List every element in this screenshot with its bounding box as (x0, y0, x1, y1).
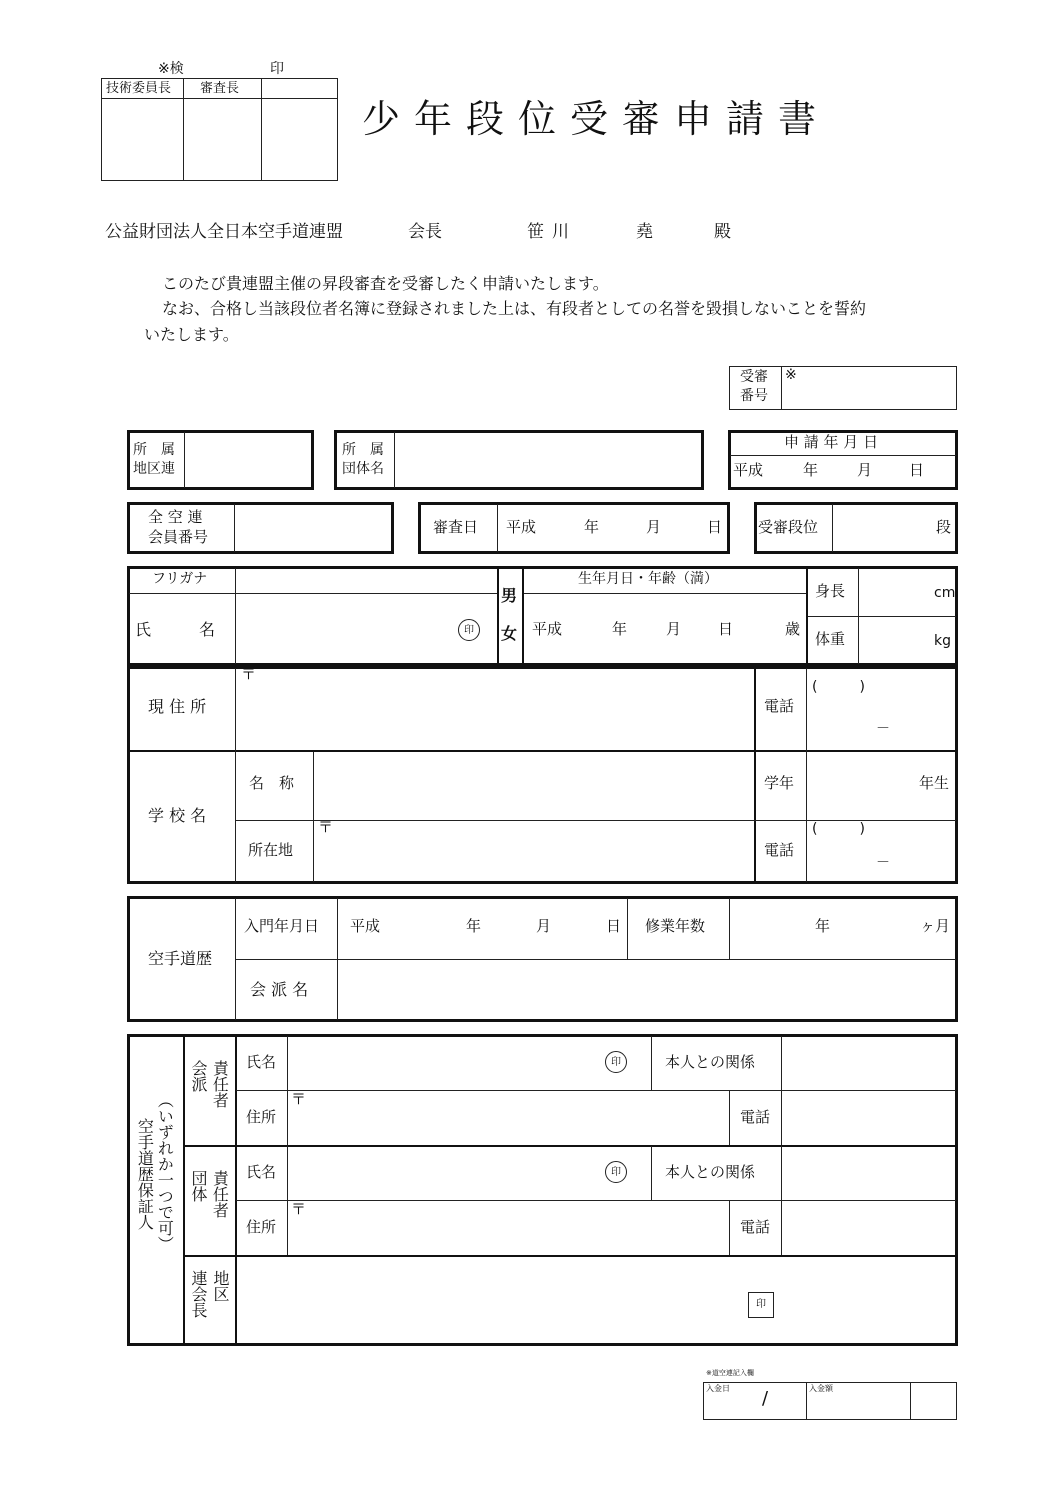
school-location-field[interactable] (336, 824, 748, 880)
stamp-col-tech-chair: 技術委員長 (106, 81, 172, 96)
dantai-name-label: 氏名 (246, 1163, 277, 1181)
karate-history-label: 空手道歴 (148, 949, 213, 968)
region-label2: 地区連 (133, 461, 175, 477)
dob-day: 日 (718, 620, 734, 638)
rank-unit: 段 (936, 518, 952, 536)
application-date-era: 平成 (733, 461, 764, 479)
address-postal: 〒 (241, 665, 257, 683)
name-seal-icon: 印 (458, 619, 480, 641)
address-phone-field[interactable] (810, 672, 954, 746)
karate-entry-label: 入門年月日 (244, 917, 320, 935)
kaiha-name-field[interactable] (292, 1040, 592, 1086)
kaiha-address-field[interactable] (310, 1094, 724, 1141)
karate-years-field[interactable] (733, 902, 953, 955)
school-name-field[interactable] (318, 756, 748, 816)
application-date-year: 年 (803, 461, 819, 479)
exam-date-era: 平成 (506, 518, 537, 536)
karate-years-label: 修業年数 (645, 917, 706, 935)
kaiha-seal-icon: 印 (605, 1051, 627, 1073)
kaiha-phone-field[interactable] (785, 1094, 953, 1141)
weight-field[interactable] (862, 620, 930, 660)
dantai-responsible-label: 責任者 (210, 1170, 230, 1218)
kaiha-responsible-label: 責任者 (210, 1060, 230, 1108)
application-date-day: 日 (909, 461, 925, 479)
addressee-name2: 堯 (636, 222, 653, 242)
dob-month: 月 (666, 620, 682, 638)
school-grade-field[interactable] (810, 756, 910, 816)
address-phone-paren: ( ) (812, 679, 865, 695)
school-label: 学 校 名 (148, 806, 207, 825)
exam-number-field[interactable] (800, 370, 952, 406)
weight-label: 体重 (815, 630, 846, 648)
page-title: 少年段位受審申請書 (362, 97, 831, 141)
payment-amount-label: 入金額 (809, 1384, 833, 1393)
kaiha-label: 会派 (189, 1060, 208, 1092)
member-number-field[interactable] (238, 506, 390, 550)
intro-line3: いたします。 (144, 325, 239, 344)
region-label1: 所 属 (133, 442, 175, 458)
dob-header: 生年月日・年齢（満） (578, 571, 718, 587)
exam-date-year: 年 (584, 518, 600, 536)
exam-date-day: 日 (707, 518, 723, 536)
dob-age: 歳 (785, 620, 801, 638)
kaiha-relation-label: 本人との関係 (665, 1053, 756, 1071)
furigana-field[interactable] (239, 570, 493, 591)
address-phone-label: 電話 (764, 697, 795, 715)
furigana-label: フリガナ (152, 571, 208, 587)
dantai-address-field[interactable] (310, 1204, 724, 1251)
dantai-phone-field[interactable] (785, 1204, 953, 1251)
application-date-month: 月 (857, 461, 873, 479)
addressee-role: 会長 (408, 222, 442, 242)
addressee-org: 公益財団法人全日本空手道連盟 (105, 222, 343, 242)
school-name-label: 名 称 (249, 774, 295, 792)
exam-number-label2: 番号 (740, 388, 768, 404)
dantai-phone-label: 電話 (740, 1218, 771, 1236)
member-number-label2: 会員番号 (148, 528, 209, 546)
dantai-label: 団体 (189, 1170, 208, 1202)
dob-era: 平成 (532, 620, 563, 638)
member-number-label1: 全 空 連 (148, 508, 203, 526)
payment-date-label: 入金日 (706, 1384, 730, 1393)
address-phone-dash: － (876, 721, 890, 737)
weight-unit: kg (934, 633, 951, 649)
school-phone-label: 電話 (764, 841, 795, 859)
stamp-note-seal: 印 (270, 61, 284, 77)
region-chief-label2: 連会長 (189, 1270, 208, 1318)
rank-label: 受審段位 (758, 518, 819, 536)
karate-entry-era: 平成 (350, 917, 381, 935)
kaiha-phone-label: 電話 (740, 1108, 771, 1126)
school-phone-paren: ( ) (812, 821, 865, 837)
school-grade-label: 学年 (764, 774, 795, 792)
intro-line1: このたび貴連盟主催の昇段審査を受審したく申請いたします。 (162, 274, 609, 293)
address-field[interactable] (258, 672, 748, 746)
school-location-postal: 〒 (318, 818, 334, 836)
exam-number-label1: 受審 (740, 369, 768, 385)
karate-months-unit: ヶ月 (920, 917, 951, 935)
guarantor-side-sub: （いずれか一つで可） (155, 1092, 175, 1252)
karate-years-unit: 年 (815, 917, 831, 935)
payment-amount-field[interactable] (810, 1396, 906, 1418)
karate-school-field[interactable] (342, 963, 952, 1016)
exam-number-mark: ※ (785, 367, 797, 383)
exam-date-label: 審査日 (433, 518, 479, 536)
dantai-postal: 〒 (291, 1200, 307, 1218)
address-label: 現 住 所 (148, 697, 207, 716)
payment-note: ※道空連記入欄 (706, 1369, 754, 1377)
sex-female[interactable]: 女 (501, 624, 518, 643)
region-chief-label1: 地区 (211, 1270, 230, 1302)
exam-date-month: 月 (646, 518, 662, 536)
intro-line2: なお、合格し当該段位者名簿に登録されました上は、有段者としての名誉を毀損しないことを誓約 (162, 299, 867, 318)
dantai-seal-icon: 印 (605, 1161, 627, 1183)
group-label1: 所 属 (342, 442, 384, 458)
sex-male[interactable]: 男 (501, 586, 518, 605)
kaiha-postal: 〒 (291, 1090, 307, 1108)
height-unit: cm (934, 585, 956, 601)
dantai-relation-field[interactable] (785, 1150, 953, 1196)
kaiha-name-label: 氏名 (246, 1053, 277, 1071)
school-grade-unit: 年生 (919, 774, 950, 792)
addressee-honorific: 殿 (714, 222, 731, 242)
group-label2: 団体名 (342, 461, 384, 477)
addressee-name1: 笹川 (527, 222, 577, 242)
school-phone-dash: － (876, 855, 890, 871)
karate-entry-day: 日 (606, 917, 622, 935)
guarantor-side-label: 空手道歴保証人 (135, 1118, 155, 1230)
group-field[interactable] (398, 434, 700, 486)
school-phone-field[interactable] (810, 821, 954, 880)
name-label: 氏 名 (135, 620, 216, 639)
karate-entry-month: 月 (536, 917, 552, 935)
rank-field[interactable] (836, 506, 932, 550)
stamp-col-exam-chief: 審査長 (200, 81, 240, 96)
region-chief-seal-icon: 印 (748, 1292, 774, 1318)
region-field[interactable] (188, 434, 310, 486)
height-label: 身長 (815, 582, 846, 600)
height-field[interactable] (862, 572, 930, 612)
dantai-relation-label: 本人との関係 (665, 1163, 756, 1181)
karate-school-label: 会 派 名 (250, 980, 309, 999)
name-field[interactable] (239, 597, 449, 660)
dob-year: 年 (612, 620, 628, 638)
payment-date-slash: / (762, 1388, 769, 1409)
stamp-note-prefix: ※検 (158, 61, 184, 77)
application-date-header: 申 請 年 月 日 (784, 433, 879, 451)
region-chief-field[interactable] (240, 1260, 740, 1340)
kaiha-relation-field[interactable] (785, 1040, 953, 1086)
dantai-address-label: 住所 (246, 1218, 277, 1236)
kaiha-address-label: 住所 (246, 1108, 277, 1126)
dantai-name-field[interactable] (292, 1150, 592, 1196)
school-location-label: 所在地 (248, 841, 294, 859)
karate-entry-year: 年 (466, 917, 482, 935)
